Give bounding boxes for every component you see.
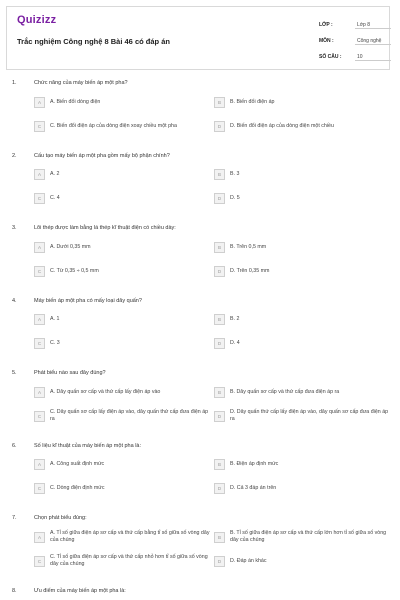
option-letter-box: C [34,483,45,494]
answer-option[interactable] [34,482,210,496]
worksheet-header [6,6,390,70]
answer-option[interactable] [214,482,390,496]
option-letter-box: C [34,266,45,277]
option-letter-box: D [214,266,225,277]
question-number: 1. [12,80,17,86]
option-text: D. 4 [230,340,240,346]
meta-row-subject [319,33,391,49]
answer-option[interactable] [214,409,390,423]
answer-option[interactable] [34,168,210,182]
option-letter-box: D [214,193,225,204]
question-text: Số liệu kĩ thuật của máy biến áp một pha là: [34,442,142,449]
meta-key: LỚP : [319,22,333,28]
option-letter-box: D [214,338,225,349]
meta-info [319,17,391,65]
meta-row-count [319,49,391,65]
answer-option[interactable] [34,192,210,206]
quizizz-logo: Quizizz [17,14,57,26]
option-letter-box: B [214,314,225,325]
option-text: C. Từ 0,35 ÷ 0,5 mm [50,267,99,274]
option-text: B. 2 [230,316,240,322]
answer-option[interactable] [34,119,210,133]
option-text: B. Điện áp định mức [230,461,279,467]
answer-option[interactable] [34,264,210,278]
answer-option[interactable] [214,530,390,544]
option-text: D. Đáp án khác [230,557,267,564]
option-letter-box: B [214,532,225,543]
answer-option[interactable] [214,119,390,133]
option-text: C. Dây quấn sơ cấp lấy điện áp vào, dây quấn thứ cấp đưa điện áp ra [50,409,209,422]
option-text: C. 3 [50,340,60,346]
answer-option[interactable] [214,458,390,472]
option-letter-box: A [34,532,45,543]
answer-option[interactable] [34,95,210,109]
option-letter-box: B [214,387,225,398]
option-text: D. Trên 0,35 mm [230,267,270,274]
question-number: 8. [12,587,17,594]
question-item [0,80,400,153]
option-letter-box: A [34,242,45,253]
answer-option[interactable] [214,337,390,351]
option-text: A. Biến đổi dòng điện [50,98,101,105]
question-number: 3. [12,225,17,231]
option-letter-box: D [214,121,225,132]
answer-option[interactable] [34,530,210,544]
option-text: A. Tỉ số giữa điện áp sơ cấp và thứ cấp bằng tỉ số giữa số vòng dây của chúng [50,530,210,543]
question-item [0,298,400,371]
question-number: 4. [12,297,17,304]
meta-value: Công nghệ [355,38,391,45]
question-number: 7. [12,515,17,521]
option-letter-box: A [34,169,45,180]
answer-option[interactable] [34,554,210,568]
option-letter-box: B [214,169,225,180]
option-letter-box: A [34,459,45,470]
option-letter-box: A [34,387,45,398]
option-text: B. Tỉ số giữa điện áp sơ cấp và thứ cấp lớn hơn tỉ số giữa số vòng dây của chúng [230,530,387,543]
answer-option[interactable] [34,458,210,472]
option-text: D. Biến đổi điện áp của dòng điện một chiều [230,122,334,129]
option-text: C. 4 [50,195,60,201]
question-item [0,588,400,600]
option-text: B. Trên 0,5 mm [230,243,267,250]
meta-key: MÔN : [319,38,334,44]
option-text: C. Biến đổi điện áp của dòng điện xoay chiều một pha [50,122,177,129]
answer-option[interactable] [214,264,390,278]
option-text: D. Cả 3 đáp án trên [230,485,277,491]
answer-option[interactable] [34,337,210,351]
meta-row-grade [319,17,391,33]
question-item [0,443,400,516]
answer-option[interactable] [34,240,210,254]
answer-option[interactable] [214,313,390,327]
answer-option[interactable] [214,554,390,568]
question-text: Chọn phát biểu đúng: [34,515,87,521]
question-text: Cấu tạo máy biến áp một pha gồm mấy bộ phận chính? [34,152,170,159]
answer-option[interactable] [214,192,390,206]
option-letter-box: B [214,242,225,253]
option-letter-box: C [34,193,45,204]
option-text: D. Dây quấn thứ cấp lấy điện áp vào, dây quấn sơ cấp đưa điện áp ra [230,409,389,422]
question-number: 6. [12,442,17,449]
option-letter-box: D [214,411,225,422]
question-item [0,370,400,443]
meta-value: 10 [355,54,391,61]
question-item [0,515,400,588]
question-item [0,225,400,298]
option-letter-box: B [214,459,225,470]
answer-option[interactable] [214,240,390,254]
option-text: C. Dòng điện định mức [50,485,105,491]
option-letter-box: C [34,121,45,132]
option-text: D. 5 [230,195,240,201]
meta-key: SỐ CÂU : [319,54,342,60]
option-letter-box: A [34,97,45,108]
option-letter-box: C [34,411,45,422]
answer-option[interactable] [34,313,210,327]
question-text: Lõi thép được làm bằng lá thép kĩ thuật điện có chiều dày: [34,225,176,231]
option-letter-box: B [214,97,225,108]
option-text: A. Dưới 0,35 mm [50,243,91,250]
question-text: Phát biểu nào sau đây đúng? [34,370,106,376]
question-number: 2. [12,152,17,159]
answer-option[interactable] [34,385,210,399]
answer-option[interactable] [214,95,390,109]
answer-option[interactable] [214,168,390,182]
answer-option[interactable] [214,385,390,399]
question-text: Máy biến áp một pha có mấy loại dây quấn? [34,297,142,304]
question-text: Ưu điểm của máy biến áp một pha là: [34,587,126,594]
question-item [0,153,400,226]
page-title: Trắc nghiệm Công nghệ 8 Bài 46 có đáp án [17,37,170,46]
option-text: C. Tỉ số giữa điện áp sơ cấp và thứ cấp nhỏ hơn tỉ số giữa số vòng dây của chúng [50,554,208,567]
option-letter-box: D [214,483,225,494]
meta-value: Lớp 8 [355,22,391,29]
option-text: A. Công suất định mức [50,461,105,467]
option-text: A. 2 [50,171,60,177]
answer-option[interactable] [34,409,210,423]
option-text: A. 1 [50,316,60,322]
option-text: B. Dây quấn sơ cấp và thứ cấp đưa điện áp ra [230,388,340,395]
option-text: B. 3 [230,171,240,177]
option-letter-box: C [34,556,45,567]
option-letter-box: D [214,556,225,567]
option-text: A. Dây quấn sơ cấp và thứ cấp lấy điện áp vào [50,388,161,395]
option-letter-box: A [34,314,45,325]
option-text: B. Biến đổi điện áp [230,98,275,105]
question-list [0,80,400,600]
question-number: 5. [12,370,17,376]
question-text: Chức năng của máy biến áp một pha? [34,80,128,86]
option-letter-box: C [34,338,45,349]
